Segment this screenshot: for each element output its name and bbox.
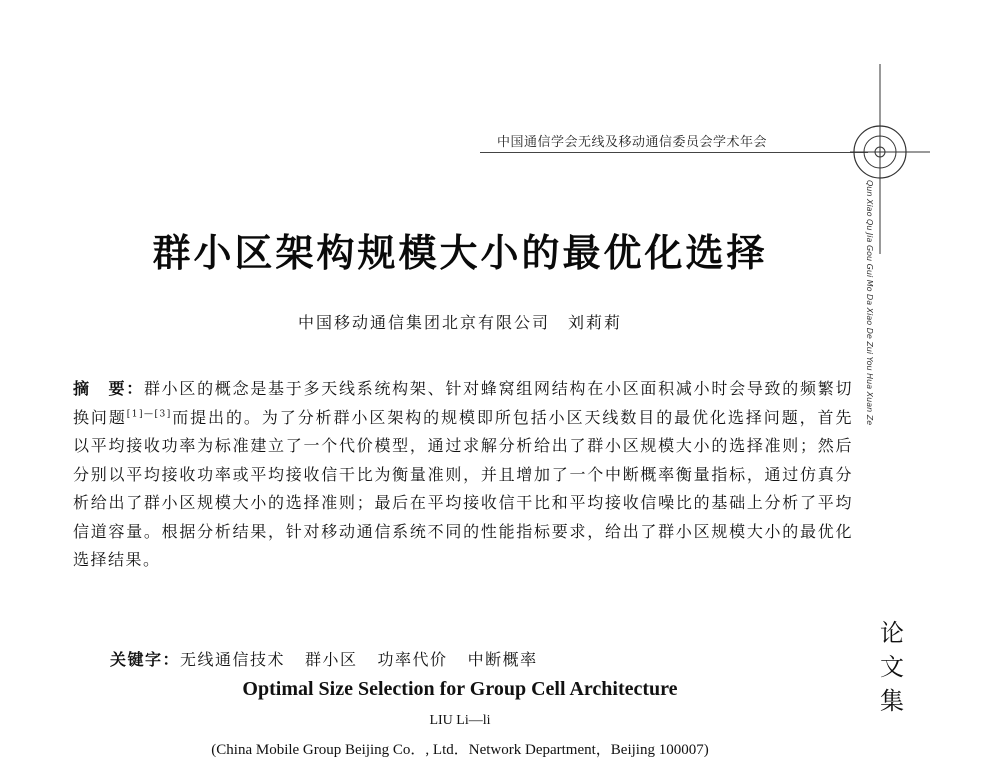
english-title: Optimal Size Selection for Group Cell Architecture (242, 678, 678, 700)
keywords (110, 647, 850, 670)
side-label-char: 论 (880, 619, 904, 647)
side-label (876, 616, 908, 718)
abstract (73, 375, 853, 575)
keyword: 群小区 (305, 650, 358, 669)
running-header: 中国通信学会无线及移动通信委员会学术年会 (497, 135, 768, 150)
abstract-text: 群小区的概念是基于多天线系统构架、针对蜂窝组网结构在小区面积减小时会导致的频繁切换问题 (73, 379, 853, 427)
abstract-label: 摘 要： (73, 379, 144, 398)
side-pinyin-strip (864, 180, 884, 600)
side-label-char: 集 (880, 687, 904, 715)
keywords-label: 关键字： (110, 650, 181, 669)
header-rule (480, 152, 868, 153)
paper-title: 群小区架构规模大小的最优化选择 (152, 231, 768, 275)
side-pinyin-text: Qun Xiao Qu Jia Gou Gui Mo Da Xiao De Zui You Hua Xuan Ze (865, 180, 874, 426)
crosshair-target-icon (850, 64, 930, 254)
author-affiliation: 中国移动通信集团北京有限公司 刘莉莉 (297, 313, 622, 332)
side-label-char: 文 (880, 653, 904, 681)
english-affiliation: (China Mobile Group Beijing Co．, Ltd．Network Department，Beijing 100007) (211, 742, 709, 758)
keyword: 中断概率 (467, 650, 538, 669)
keyword: 无线通信技术 (180, 650, 286, 669)
english-author: LIU Li—li (429, 713, 491, 728)
citation-ref: [1]—[3] (126, 409, 172, 420)
keyword: 功率代价 (377, 650, 448, 669)
abstract-text: 而提出的。为了分析群小区架构的规模即所包括小区天线数目的最优化选择问题，首先以平均接收功率为标准建立了一个代价模型，通过求解分析给出了群小区规模大小的选择准则；然后分别以平均接收功率或平均接收信干比为衡量准则，并且增加了一个中断概率衡量指标，通过仿真分析给出了群小区规模大小的选择准则；最后在平均接收信干比和平均接收信噪比的基础上分析了平均信道容量。根据分析结果，针对移动通信系统不同的性能指标要求，给出了群小区规模大小的最优化选择结果。 (73, 407, 853, 569)
